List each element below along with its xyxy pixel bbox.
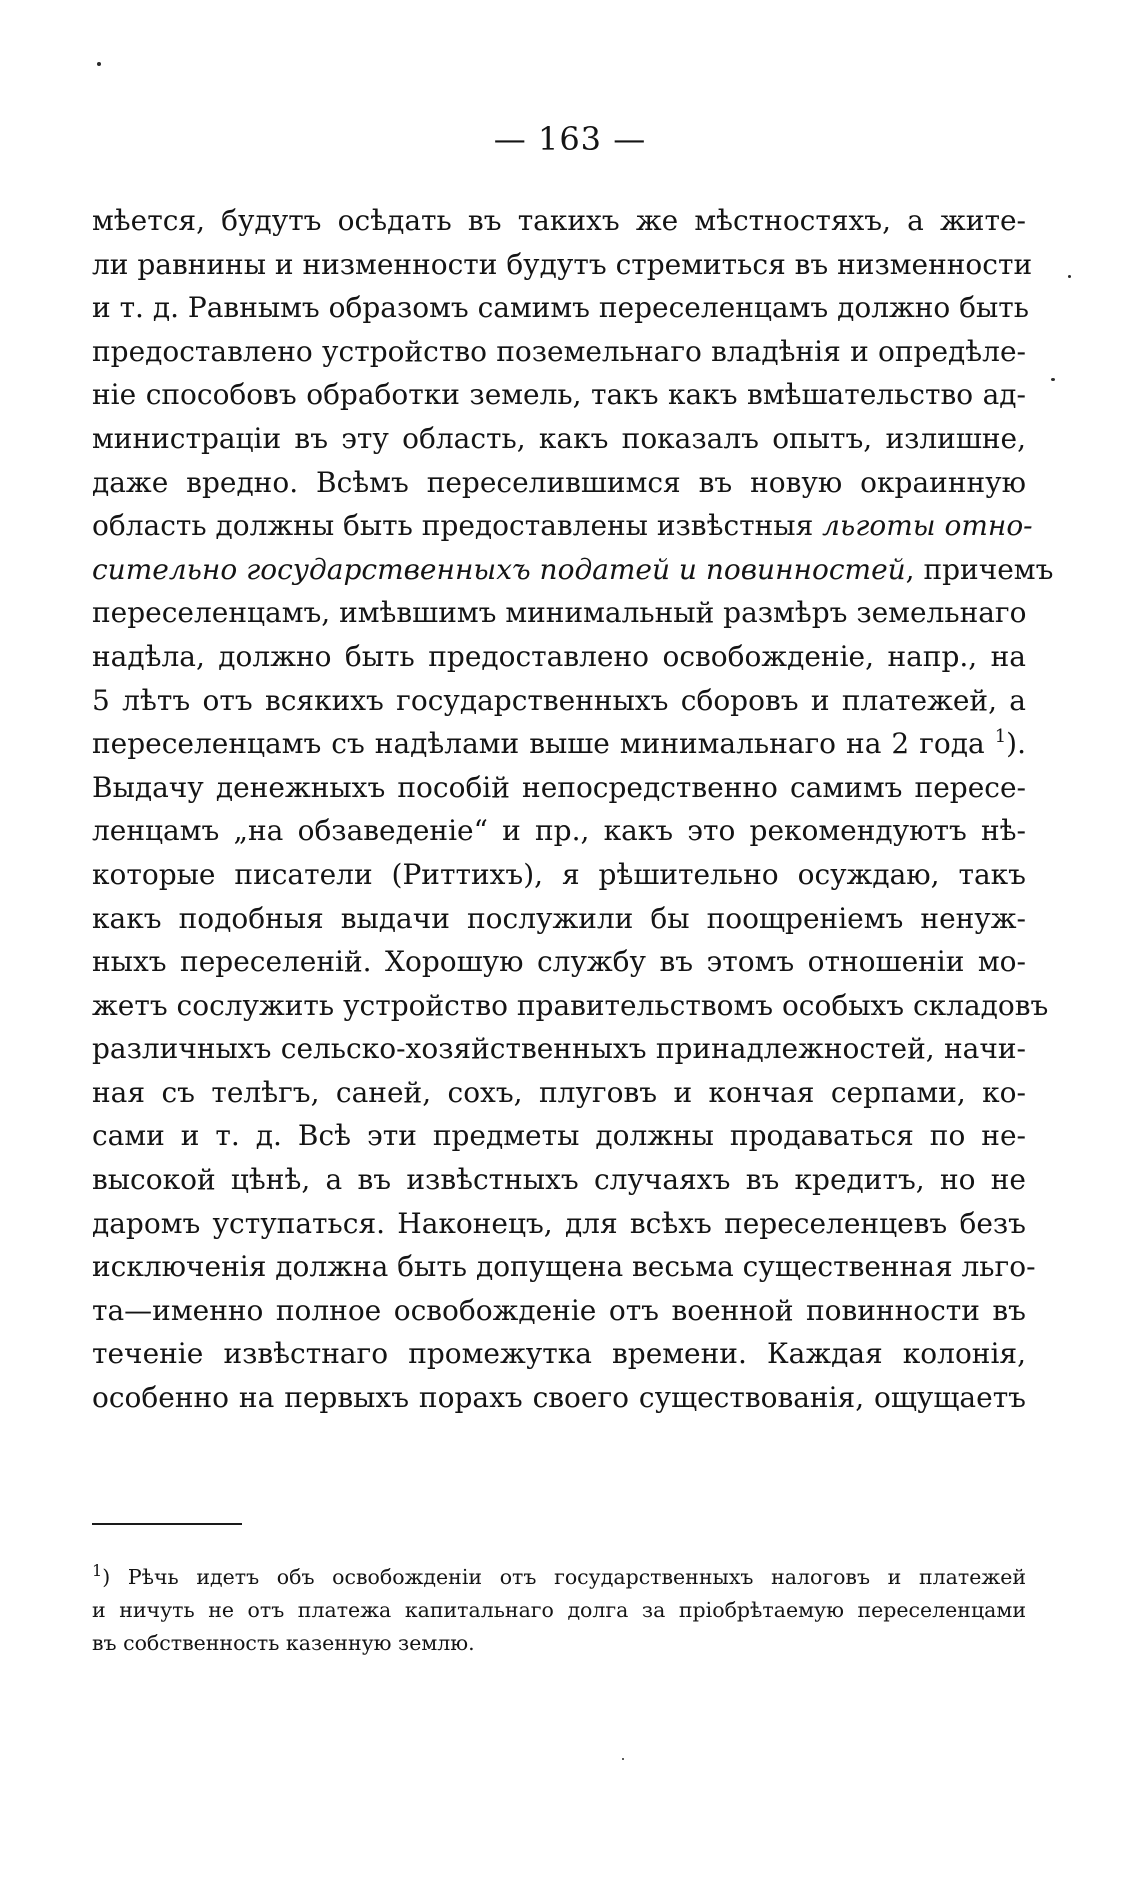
text-line: ли равнины и низменности будутъ стремиться въ низменности bbox=[92, 247, 1033, 281]
text-line: жетъ сослужить устройство правительствомъ особыхъ складовъ bbox=[92, 988, 1049, 1022]
text-line: надѣла, должно быть предоставлено освобожденіе, напр., на bbox=[92, 639, 1026, 673]
footnote-line: въ собственность казенную землю. bbox=[92, 1631, 475, 1655]
italic-phrase: льготы отно- bbox=[822, 509, 1033, 543]
text-run: , причемъ bbox=[905, 552, 1054, 586]
text-line: теченіе извѣстнаго промежутка времени. Каждая колонія, bbox=[92, 1337, 1026, 1371]
text-line: даромъ уступаться. Наконецъ, для всѣхъ переселенцевъ безъ bbox=[92, 1206, 1026, 1240]
text-line: и т. д. Равнымъ образомъ самимъ переселенцамъ должно быть bbox=[92, 291, 1030, 325]
scan-speck bbox=[97, 62, 101, 66]
text-line bbox=[92, 504, 1033, 548]
text-line: различныхъ сельско-хозяйственныхъ принадлежностей, начи- bbox=[92, 1032, 1026, 1066]
footnote-line bbox=[92, 1561, 1026, 1594]
page-number: — 163 — bbox=[493, 120, 647, 158]
text-line: 5 лѣтъ отъ всякихъ государственныхъ сборовъ и платежей, а bbox=[92, 683, 1026, 717]
footnote-marker: 1 bbox=[92, 1561, 103, 1580]
text-line: особенно на первыхъ порахъ своего существованія, ощущаетъ bbox=[92, 1381, 1026, 1415]
text-line bbox=[92, 548, 1054, 592]
text-line: ная съ телѣгъ, саней, сохъ, плуговъ и кончая серпами, ко- bbox=[92, 1075, 1026, 1109]
text-line: ленцамъ „на обзаведеніе“ и пр., какъ это рекомендуютъ нѣ- bbox=[92, 814, 1026, 848]
text-line: ніе способовъ обработки земель, такъ какъ вмѣшательство ад- bbox=[92, 378, 1026, 412]
text-line: высокой цѣнѣ, а въ извѣстныхъ случаяхъ въ кредитъ, но не bbox=[92, 1163, 1026, 1197]
text-line: предоставлено устройство поземельнаго владѣнія и опредѣле- bbox=[92, 334, 1026, 368]
scan-speck bbox=[1051, 378, 1055, 381]
text-line: Выдачу денежныхъ пособій непосредственно самимъ пересе- bbox=[92, 770, 1026, 804]
text-line: ныхъ переселеній. Хорошую службу въ этомъ отношеніи мо- bbox=[92, 945, 1026, 979]
footnote bbox=[92, 1561, 1026, 1660]
footnote-reference[interactable]: 1 bbox=[994, 726, 1007, 748]
text-line: сами и т. д. Всѣ эти предметы должны продаваться по не- bbox=[92, 1119, 1026, 1153]
text-line: мѣется, будутъ осѣдать въ такихъ же мѣстностяхъ, а жите- bbox=[92, 204, 1026, 237]
scan-speck bbox=[1068, 275, 1071, 278]
italic-phrase: сительно государственныхъ податей и повинностей bbox=[92, 552, 906, 586]
text-run: ). bbox=[1006, 727, 1026, 761]
text-line: какъ подобныя выдачи послужили бы поощреніемъ ненуж- bbox=[92, 901, 1026, 935]
text-line: даже вредно. Всѣмъ переселившимся въ новую окраинную bbox=[92, 465, 1026, 499]
text-run: ) Рѣчь идетъ объ освобожденіи отъ государственныхъ налоговъ и платежей bbox=[102, 1565, 1026, 1589]
footnote-divider bbox=[92, 1523, 242, 1525]
footnote-line: и ничуть не отъ платежа капитальнаго долга за пріобрѣтаемую переселенцами bbox=[92, 1598, 1026, 1622]
text-line: которые писатели (Риттихъ), я рѣшительно осуждаю, такъ bbox=[92, 857, 1026, 891]
text-line bbox=[92, 722, 1026, 766]
text-run: область должны быть предоставлены извѣстныя bbox=[92, 509, 823, 543]
text-line: министраціи въ эту область, какъ показалъ опытъ, излишне, bbox=[92, 421, 1026, 455]
scan-speck bbox=[622, 1758, 624, 1760]
text-line: исключенія должна быть допущена весьма существенная льго- bbox=[92, 1250, 1036, 1284]
text-line: переселенцамъ, имѣвшимъ минимальный размѣръ земельнаго bbox=[92, 596, 1027, 630]
text-run: переселенцамъ съ надѣлами выше минимальнаго на 2 года bbox=[92, 727, 995, 761]
main-text bbox=[92, 199, 1054, 1420]
text-line: та—именно полное освобожденіе отъ военной повинности въ bbox=[92, 1293, 1026, 1327]
